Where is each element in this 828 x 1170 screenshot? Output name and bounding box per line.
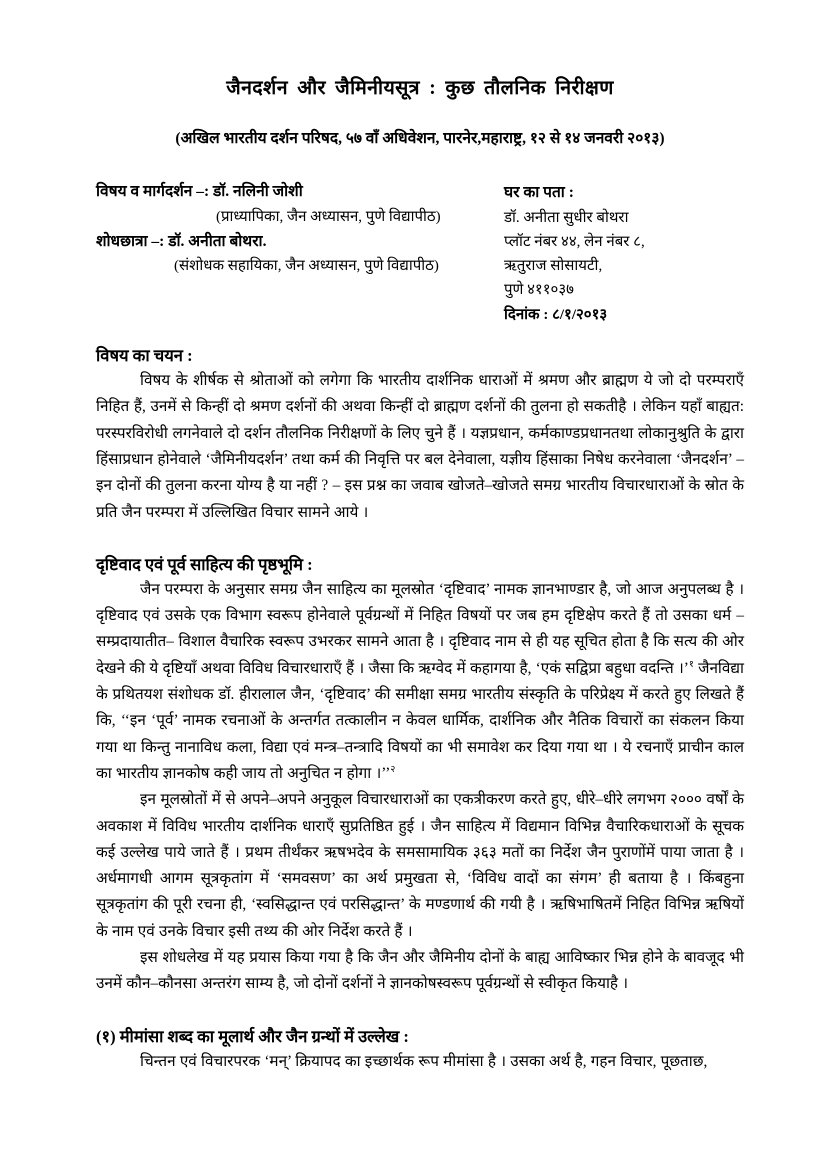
section-drishtivad	[96, 552, 744, 998]
address-heading: घर का पता :	[504, 184, 574, 202]
paragraph: जैन परम्परा के अनुसार समग्र जैन साहित्य का मूलस्रोत ‘दृष्टिवाद’ नामक ज्ञानभाण्डार है, जो आज अनुपलब्ध है । दृष्टिवाद एवं उसके एक विभाग स्वरूप होनेवाले पूर्वग्रन्थों में निहित विषयों पर जब हम दृष्टिक्षेप करते हैं तो उसका धर्म –सम्प्रदायातीत– विशाल वैचारिक स्वरूप उभरकर सामने आता है । दृष्टिवाद नाम से ही यह सूचित होता है कि सत्य की ओर देखने की ये दृष्टियाँ अथवा विविध विचारधाराएँ हैं । जैसा कि ऋग्वेद में कहागया है, ‘एकं सद्विप्रा बहुधा वदन्ति ।’$^१$ जैनविद्या के प्रथितयश संशोधक डॉ. हीरालाल जैन, ‘दृष्टिवाद’ की समीक्षा समग्र भारतीय संस्कृति के परिप्रेक्ष्य में करते हुए लिखते हैं कि, ‘‘इन ‘पूर्व’ नामक रचनाओं के अन्तर्गत तत्कालीन न केवल धार्मिक, दार्शनिक और नैतिक विचारों का संकलन किया गया था किन्तु नानाविध कला, विद्या एवं मन्त्र–तन्त्रादि विषयों का भी समावेश कर दिया गया था । ये रचनाएँ प्राचीन काल का भारतीय ज्ञानकोष कही जाय तो अनुचित न होगा ।’’$^२$	[96, 580, 745, 782]
section-mimansa	[96, 1024, 744, 1075]
author-column	[96, 179, 496, 278]
author-meta-block	[96, 179, 744, 327]
address-date: दिनांक : ८/१/२०१३	[504, 306, 608, 323]
address-line-4: पुणे ४११०३७	[504, 282, 574, 299]
address-line-1: डॉ. अनीता सुधीर बोथरा	[504, 209, 629, 226]
section-vishay-ka-chayan	[96, 343, 744, 526]
paragraph: विषय के शीर्षक से श्रोताओं को लगेगा कि भारतीय दार्शनिक धाराओं में श्रमण और ब्राह्मण ये जो दो परम्पराएँ निहित हैं, उनमें से किन्हीं दो श्रमण दर्शनों की अथवा किन्हीं दो ब्राह्मण दर्शनों की तुलना हो सकतीहै । लेकिन यहाँ बाह्यत: परस्परविरोधी लगनेवाले दो दर्शन तौलनिक निरीक्षणों के लिए चुने हैं । यज्ञप्रधान, कर्मकाण्डप्रधानतथा लोकानुश्रुति के द्वारा हिंसाप्रधान होनेवाले ‘जैमिनीयदर्शन’ तथा कर्म की निवृत्ति पर बल देनेवाला, यज्ञीय हिंसाका निषेध करनेवाला ‘जैनदर्शन’ – इन दोनों की तुलना करना योग्य है या नहीं ? – इस प्रश्न का जवाब खोजते–खोजते समग्र भारतीय विचारधाराओं के स्रोत के प्रति जैन परम्परा में उल्लिखित विचार सामने आये ।	[96, 372, 744, 521]
section-heading: (१) मीमांसा शब्द का मूलार्थ और जैन ग्रन्थों में उल्लेख :	[96, 1026, 409, 1046]
footnote-marker: २	[390, 764, 396, 775]
paragraph: इस शोधलेख में यह प्रयास किया गया है कि जैन और जैमिनीय दोनों के बाह्य आविष्कार भिन्न होने के बावजूद भी उनमें कौन–कौनसा अन्तरंग साम्य है, जो दोनों दर्शनों ने ज्ञानकोषस्वरूप पूर्वग्रन्थों से स्वीकृत कियाहै ।	[96, 949, 744, 993]
paragraph: चिन्तन एवं विचारपरक ‘मन्’ क्रियापद का इच्छार्थक रूप मीमांसा है । उसका अर्थ है, गहन विचार, पूछताछ,	[140, 1052, 708, 1070]
student-line: शोधछात्रा –: डॉ. अनीता बोथरा.	[96, 232, 267, 250]
guide-affiliation: (प्राध्यापिका, जैन अध्यासन, पुणे विद्यापीठ)	[216, 208, 441, 225]
section-heading: दृष्टिवाद एवं पूर्व साहित्य की पृष्ठभूमि :	[96, 554, 313, 574]
address-column	[504, 179, 744, 327]
conference-subtitle: (अखिल भारतीय दर्शन परिषद, ५७ वाँ अधिवेशन, पारनेर,महाराष्ट्र, १२ से १४ जनवरी २०१३)	[175, 130, 665, 148]
student-affiliation: (संशोधक सहायिका, जैन अध्यासन, पुणे विद्यापीठ)	[174, 258, 439, 274]
address-line-2: प्लॉट नंबर ४४, लेन नंबर ८,	[504, 233, 645, 250]
page-content	[96, 0, 744, 1075]
section-heading: विषय का चयन :	[96, 346, 193, 366]
address-line-3: ऋतुराज सोसायटी,	[504, 258, 603, 275]
paragraph: इन मूलस्रोतों में से अपने–अपने अनुकूल विचारधाराओं का एकत्रीकरण करते हुए, धीरे–धीरे लगभग २००० वर्षों के अवकाश में विविध भारतीय दार्शनिक धाराएँ सुप्रतिष्ठित हुई । जैन साहित्य में विद्यमान विभिन्न वैचारिकधाराओं के सूचक कई उल्लेख पाये जाते हैं । प्रथम तीर्थंकर ऋषभदेव के समसामायिक ३६३ मतों का निर्देश जैन पुराणोंमें पाया जाता है । अर्धमागधी आगम सूत्रकृतांग में ‘समवसण’ का अर्थ प्रमुखता से, ‘विविध वादों का संगम’ ही बताया है । किंबहुना सूत्रकृतांग की पूरी रचना ही, ‘स्वसिद्धान्त एवं परसिद्धान्त’ के मण्डणार्थ की गयी है । ऋषिभाषितमें निहित विभिन्न ऋषियों के नाम एवं उनके विचार इसी तथ्य की ओर निर्देश करते हैं ।	[96, 791, 744, 940]
footnote-marker: १	[688, 659, 694, 670]
page-title: जैनदर्शन और जैमिनीयसूत्र : कुछ तौलनिक निरीक्षण	[226, 78, 614, 99]
guide-line: विषय व मार्गदर्शन –: डॉ. नलिनी जोशी	[96, 183, 303, 201]
